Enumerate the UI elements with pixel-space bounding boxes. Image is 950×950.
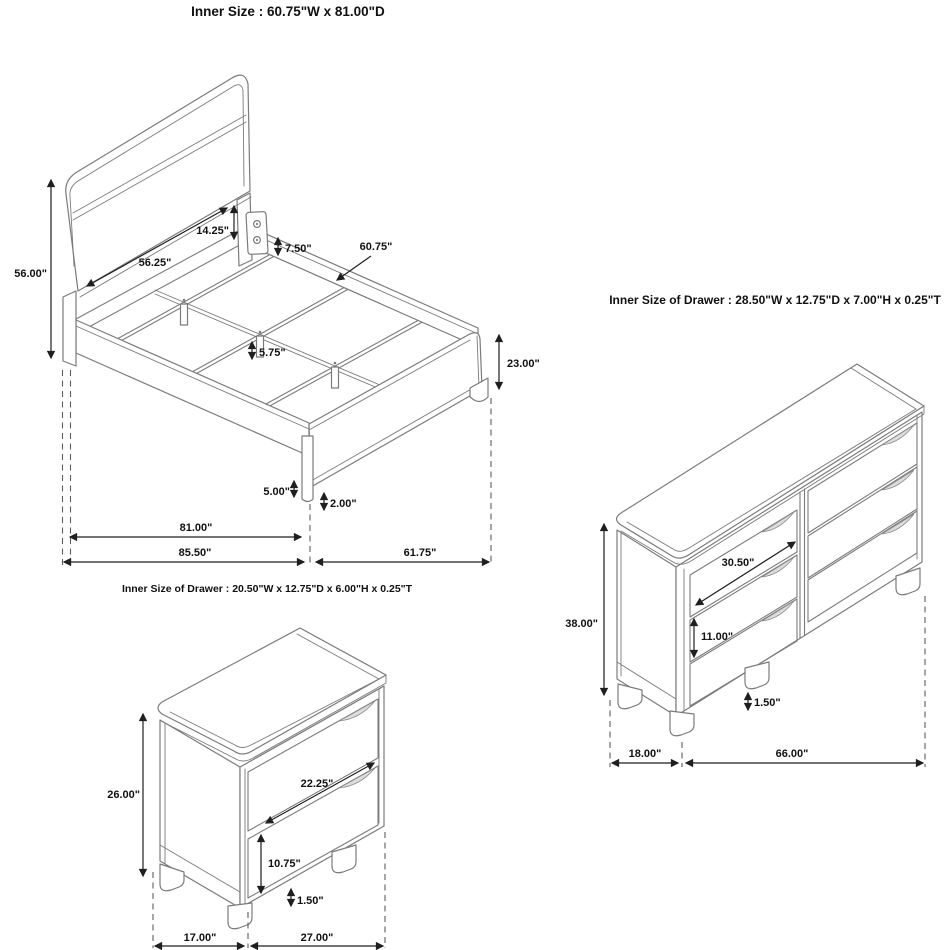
nightstand-dim-drawer-height: 10.75" (268, 858, 301, 870)
nightstand-drawer-note: Inner Size of Drawer : 20.50"W x 12.75"D x 6.00"H x 0.25"T (121, 583, 413, 595)
dresser-foot (670, 711, 694, 736)
dresser-dim-drawer-height: 11.00" (701, 631, 734, 643)
bed-dim-overall-length: 85.50" (178, 547, 212, 559)
dresser-drawer-note: Inner Size of Drawer : 28.50"W x 12.75"D x 7.00"H x 0.25"T (609, 293, 941, 307)
nightstand-dim-height: 26.00" (107, 789, 140, 801)
bed-dim-overall-width: 61.75" (403, 547, 437, 559)
screw-dot (183, 299, 186, 302)
bracket-screw-hole (256, 223, 258, 225)
bed-dim-side-rail-height: 7.50" (285, 243, 312, 255)
screw-dot (334, 362, 337, 365)
bed-dim-inner-width: 60.75" (359, 241, 393, 253)
nightstand-drawing (107, 583, 412, 948)
bed-dim-headboard-width: 56.25" (138, 257, 172, 269)
dresser-dim-width: 66.00" (775, 748, 809, 760)
bed-slat-leg (332, 367, 339, 388)
bed-dim-headboard-panel-height: 14.25" (196, 225, 229, 237)
nightstand-dim-depth: 17.00" (183, 932, 217, 944)
bed-dim-rail-floor-clearance: 5.00" (263, 486, 290, 498)
dresser-dim-depth: 18.00" (628, 748, 662, 760)
screw-dot (259, 331, 262, 334)
dresser-dim-leg-height: 1.50" (754, 697, 781, 709)
bed-slat-leg (181, 304, 188, 325)
bed-headboard-left-post (63, 291, 76, 366)
bed-footboard-left-foot (302, 436, 313, 502)
bed-footboard-panel (309, 333, 482, 487)
bed-dim-slat-leg-height: 5.75" (259, 347, 286, 359)
bed-slat-rail (192, 277, 363, 376)
bracket-screw-hole (256, 239, 258, 241)
bed-dim-footboard-height: 23.00" (507, 358, 540, 370)
dresser-dim-height: 38.00" (565, 618, 598, 630)
dresser-drawing (565, 293, 941, 767)
bed-dim-footboard-floor-clearance: 2.00" (330, 498, 357, 510)
bed-drawing (14, 4, 540, 566)
bed-near-side-rail (76, 326, 309, 429)
nightstand-dim-width: 27.00" (300, 932, 334, 944)
bed-dim-inner-length: 81.00" (179, 522, 213, 534)
bed-dim-overall-height: 56.00" (14, 268, 47, 280)
bed-rail-bracket (246, 212, 268, 255)
nightstand-dim-drawer-width: 22.25" (300, 778, 334, 790)
nightstand-dim-leg-height: 1.50" (297, 895, 324, 907)
bed-inner-size-note: Inner Size : 60.75"W x 81.00"D (191, 4, 385, 19)
dresser-dim-drawer-width: 30.50" (721, 557, 755, 569)
